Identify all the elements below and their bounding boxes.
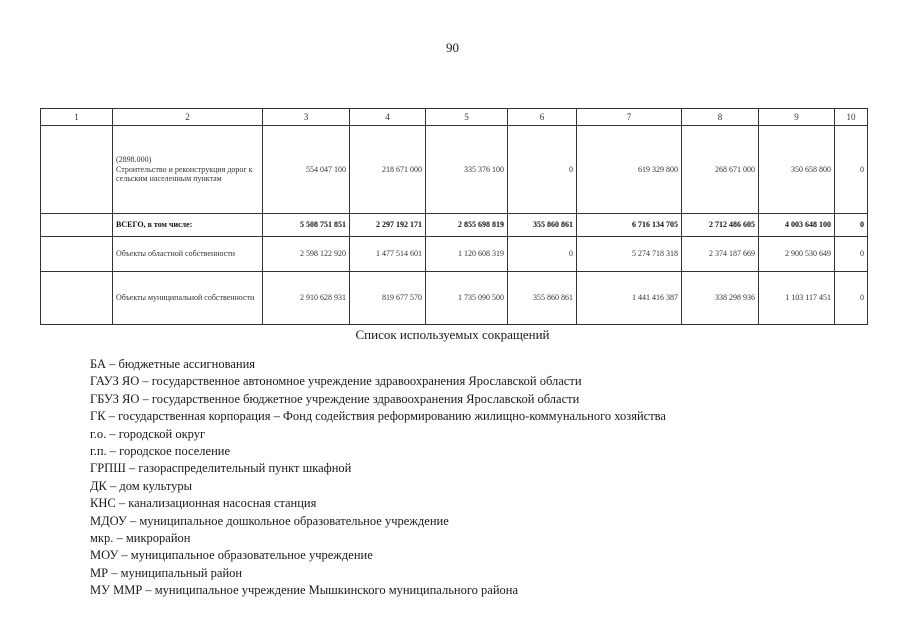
- table-row: [41, 272, 868, 325]
- table-cell: 335 376 100: [426, 126, 508, 214]
- table-cell: 1 735 090 500: [426, 272, 508, 325]
- table-cell: 2 855 698 819: [426, 214, 508, 237]
- page-number: 90: [446, 40, 459, 55]
- table-row-total: [41, 214, 868, 237]
- table-cell: 619 329 800: [577, 126, 682, 214]
- table-header-cell: 8: [682, 109, 759, 126]
- abbreviation-item: МОУ – муниципальное образовательное учреждение: [90, 548, 373, 563]
- table-cell: 4 003 648 100: [759, 214, 835, 237]
- abbreviation-item: ГАУЗ ЯО – государственное автономное учреждение здравоохранения Ярославской области: [90, 374, 582, 389]
- table-cell: 0: [835, 272, 868, 325]
- table-cell: 1 103 117 451: [759, 272, 835, 325]
- table-cell: 5 508 751 851: [263, 214, 350, 237]
- table-cell: [41, 237, 113, 272]
- table-cell: [41, 126, 113, 214]
- abbreviations-list: [90, 356, 666, 600]
- table-row: [41, 126, 868, 214]
- table-header-cell: 9: [759, 109, 835, 126]
- abbreviation-item: ГК – государственная корпорация – Фонд содействия реформированию жилищно-коммунального хозяйства: [90, 409, 666, 424]
- table-cell: [41, 272, 113, 325]
- table-header-cell: 6: [508, 109, 577, 126]
- abbreviation-item: г.п. – городское поселение: [90, 444, 230, 459]
- table-cell: 2 712 486 605: [682, 214, 759, 237]
- table-cell: 5 274 718 318: [577, 237, 682, 272]
- table-cell: 2 598 122 920: [263, 237, 350, 272]
- table-cell: 6 716 134 705: [577, 214, 682, 237]
- abbreviations-title: Список используемых сокращений: [355, 327, 550, 342]
- abbreviation-item: МДОУ – муниципальное дошкольное образовательное учреждение: [90, 513, 449, 528]
- table-header-cell: 2: [113, 109, 263, 126]
- table-cell: 350 658 800: [759, 126, 835, 214]
- abbreviation-item: МР – муниципальный район: [90, 565, 243, 580]
- table-cell: 554 047 100: [263, 126, 350, 214]
- table-cell: 355 860 861: [508, 272, 577, 325]
- abbreviation-item: ГРПШ – газораспределительный пункт шкафной: [90, 461, 352, 476]
- table-cell: 2 374 187 669: [682, 237, 759, 272]
- abbreviation-item: ГБУЗ ЯО – государственное бюджетное учреждение здравоохранения Ярославской области: [90, 391, 580, 406]
- budget-table: [40, 108, 868, 325]
- table-cell: 0: [508, 237, 577, 272]
- abbreviation-item: МУ ММР – муниципальное учреждение Мышкинского муниципального района: [90, 583, 518, 598]
- abbreviation-item: мкр. – микрорайон: [90, 531, 191, 546]
- table-cell: 1 477 514 601: [350, 237, 426, 272]
- table-header-cell: 3: [263, 109, 350, 126]
- table-cell: [41, 214, 113, 237]
- table-cell: 268 671 000: [682, 126, 759, 214]
- table-header-cell: 10: [835, 109, 868, 126]
- table-cell-label: (2898.000) Строительство и реконструкция дорог к сельским населенным пунктам: [113, 126, 263, 214]
- table-header-cell: 7: [577, 109, 682, 126]
- table-header-cell: 4: [350, 109, 426, 126]
- table-cell: 1 120 608 319: [426, 237, 508, 272]
- table-cell: 2 900 530 649: [759, 237, 835, 272]
- table-cell: 1 441 416 387: [577, 272, 682, 325]
- table-cell: 0: [508, 126, 577, 214]
- abbreviation-item: БА – бюджетные ассигнования: [90, 357, 256, 371]
- table-cell: 0: [835, 237, 868, 272]
- table-cell: 338 298 936: [682, 272, 759, 325]
- table-cell-label: ВСЕГО, в том числе:: [113, 214, 263, 237]
- table-cell: 0: [835, 214, 868, 237]
- table-cell: 819 677 570: [350, 272, 426, 325]
- table-row: [41, 237, 868, 272]
- table-cell-label: Объекты муниципальной собственности: [113, 272, 263, 325]
- table-cell: 2 297 192 171: [350, 214, 426, 237]
- abbreviation-item: ДК – дом культуры: [90, 478, 193, 493]
- abbreviation-item: г.о. – городской округ: [90, 426, 206, 441]
- table-cell: 355 860 861: [508, 214, 577, 237]
- table-cell: 218 671 000: [350, 126, 426, 214]
- table-header-cell: 1: [41, 109, 113, 126]
- table-cell: 2 910 628 931: [263, 272, 350, 325]
- table-cell: 0: [835, 126, 868, 214]
- table-cell-label: Объекты областной собственности: [113, 237, 263, 272]
- abbreviation-item: КНС – канализационная насосная станция: [90, 496, 317, 511]
- table-header-row: [41, 109, 868, 126]
- table-header-cell: 5: [426, 109, 508, 126]
